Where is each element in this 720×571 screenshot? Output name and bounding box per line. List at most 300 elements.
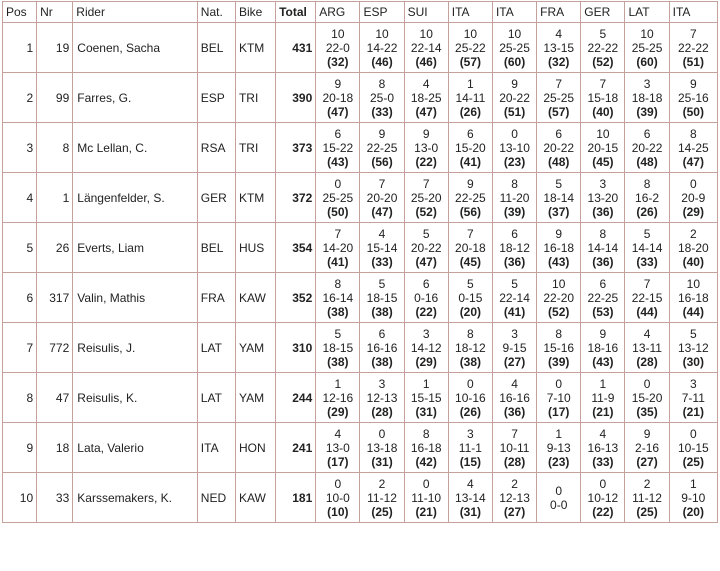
race-position: 7 (555, 76, 563, 91)
heat-points: 25-25 (499, 40, 530, 55)
header-race[interactable]: ITA (448, 2, 492, 23)
heat-points: 25-25 (322, 190, 354, 205)
race-position: 7 (511, 426, 518, 441)
heat-points: 20-18 (322, 90, 354, 105)
race-position: 7 (689, 26, 697, 41)
nationality-cell: LAT (197, 323, 235, 373)
race-total-points: (40) (682, 254, 704, 269)
race-total-points: (41) (503, 304, 526, 319)
heat-points: 11-1 (458, 440, 482, 455)
rider-name-link[interactable]: Reisulis, J. (73, 323, 198, 373)
header-pos[interactable]: Pos (3, 2, 37, 23)
heat-points: 10-12 (587, 490, 619, 505)
race-total-points: (36) (592, 204, 614, 219)
race-position: 0 (689, 176, 697, 191)
header-race[interactable]: ITA (669, 2, 717, 23)
race-position: 0 (467, 376, 474, 391)
race-result-cell (625, 23, 669, 73)
header-race[interactable]: ARG (316, 2, 360, 23)
race-result-cell (492, 73, 536, 123)
table-row (3, 223, 718, 273)
heat-points: 20-15 (587, 140, 619, 155)
race-result-cell (360, 23, 404, 73)
race-total-points: (31) (415, 404, 437, 419)
race-result-cell (669, 73, 717, 123)
race-position: 4 (599, 426, 607, 441)
race-total-points: (20) (459, 304, 482, 319)
rider-name-link[interactable]: Karssemakers, K. (73, 473, 198, 523)
position-cell: 4 (3, 173, 37, 223)
race-result-cell (448, 473, 492, 523)
heat-points: 25-22 (455, 40, 486, 55)
total-points-cell: 241 (276, 423, 316, 473)
header-nat[interactable]: Nat. (197, 2, 235, 23)
heat-points: 22-14 (410, 40, 442, 55)
heat-points: 20-22 (499, 90, 530, 105)
race-total-points: (23) (548, 454, 570, 469)
race-total-points: (50) (327, 204, 349, 219)
race-position: 2 (511, 476, 518, 491)
race-result-cell (448, 273, 492, 323)
bike-cell: TRI (235, 123, 275, 173)
heat-points: 16-13 (587, 440, 619, 455)
total-points-cell: 352 (276, 273, 316, 323)
table-row (3, 73, 718, 123)
heat-points: 7-10 (546, 390, 571, 405)
heat-points: 16-16 (366, 340, 398, 355)
bike-cell: KTM (235, 23, 275, 73)
heat-points: 18-12 (455, 340, 486, 355)
race-result-cell (581, 223, 625, 273)
total-points-cell: 244 (276, 373, 316, 423)
race-result-cell (625, 423, 669, 473)
race-total-points: (60) (503, 54, 526, 69)
heat-points: 16-2 (635, 190, 660, 205)
heat-points: 14-20 (322, 240, 354, 255)
race-total-points: (25) (682, 454, 704, 469)
race-result-cell (316, 373, 360, 423)
race-position: 0 (378, 426, 386, 441)
race-position: 1 (467, 76, 474, 91)
race-total-points: (45) (592, 154, 614, 169)
heat-points: 10-0 (325, 490, 350, 505)
race-total-points: (57) (548, 104, 570, 119)
heat-points: 15-18 (587, 90, 619, 105)
table-row (3, 323, 718, 373)
number-cell: 19 (37, 23, 73, 73)
race-result-cell (669, 23, 717, 73)
race-position: 2 (689, 226, 697, 241)
race-total-points: (27) (503, 354, 526, 369)
total-points-cell: 310 (276, 323, 316, 373)
heat-points: 9-15 (502, 340, 527, 355)
race-position: 7 (643, 276, 651, 291)
race-total-points: (33) (371, 104, 393, 119)
race-position: 2 (378, 476, 386, 491)
race-total-points: (47) (682, 154, 704, 169)
race-total-points: (28) (503, 454, 526, 469)
race-result-cell (669, 123, 717, 173)
race-result-cell (581, 23, 625, 73)
race-result-cell (669, 373, 717, 423)
race-result-cell (316, 223, 360, 273)
race-result-cell (448, 73, 492, 123)
race-position: 8 (334, 276, 342, 291)
heat-points: 11-12 (632, 490, 662, 505)
race-total-points: (29) (415, 354, 437, 369)
race-result-cell (581, 373, 625, 423)
heat-points: 16-18 (410, 440, 442, 455)
position-cell: 9 (3, 423, 37, 473)
race-result-cell (492, 173, 536, 223)
race-position: 0 (555, 483, 563, 498)
race-total-points: (42) (415, 454, 437, 469)
heat-points: 13-11 (632, 340, 662, 355)
race-result-cell (537, 223, 581, 273)
race-result-cell (581, 73, 625, 123)
race-total-points: (43) (327, 154, 349, 169)
race-result-cell (404, 373, 448, 423)
race-total-points: (38) (327, 354, 349, 369)
heat-points: 15-16 (543, 340, 575, 355)
table-row (3, 23, 718, 73)
total-points-cell: 354 (276, 223, 316, 273)
race-total-points: (60) (636, 54, 658, 69)
heat-points: 15-22 (322, 140, 354, 155)
header-row (3, 2, 718, 23)
race-result-cell (404, 73, 448, 123)
header-race[interactable]: ESP (360, 2, 404, 23)
race-position: 6 (378, 326, 386, 341)
race-total-points: (21) (682, 404, 704, 419)
race-result-cell (492, 123, 536, 173)
race-result-cell (537, 173, 581, 223)
heat-points: 20-22 (410, 240, 442, 255)
race-position: 9 (422, 126, 430, 141)
heat-points: 22-25 (587, 290, 619, 305)
nationality-cell: FRA (197, 273, 235, 323)
heat-points: 22-15 (631, 290, 663, 305)
race-position: 6 (511, 226, 518, 241)
race-result-cell (316, 323, 360, 373)
heat-points: 22-0 (325, 40, 350, 55)
race-position: 4 (511, 376, 518, 391)
race-total-points: (50) (682, 104, 704, 119)
race-total-points: (26) (459, 404, 482, 419)
race-result-cell (316, 173, 360, 223)
race-total-points: (56) (459, 204, 482, 219)
heat-points: 0-0 (550, 497, 568, 512)
race-total-points: (47) (415, 104, 437, 119)
race-position: 4 (555, 26, 563, 41)
race-result-cell (492, 273, 536, 323)
race-position: 8 (555, 326, 563, 341)
race-total-points: (39) (636, 104, 658, 119)
race-result-cell (360, 473, 404, 523)
number-cell: 8 (37, 123, 73, 173)
race-total-points: (52) (548, 304, 570, 319)
race-result-cell (669, 173, 717, 223)
race-position: 1 (422, 376, 430, 391)
race-position: 3 (378, 376, 386, 391)
rider-name-link[interactable]: Everts, Liam (73, 223, 198, 273)
race-total-points: (22) (415, 304, 437, 319)
heat-points: 10-16 (455, 390, 486, 405)
heat-points: 12-13 (366, 390, 398, 405)
race-total-points: (48) (636, 154, 658, 169)
race-position: 7 (334, 226, 342, 241)
bike-cell: TRI (235, 73, 275, 123)
heat-points: 20-9 (681, 190, 706, 205)
heat-points: 25-0 (370, 90, 395, 105)
heat-points: 15-15 (410, 390, 442, 405)
race-position: 8 (599, 226, 607, 241)
heat-points: 16-16 (499, 390, 530, 405)
race-total-points: (33) (592, 454, 614, 469)
race-result-cell (492, 423, 536, 473)
race-total-points: (35) (636, 404, 658, 419)
number-cell: 99 (37, 73, 73, 123)
rider-name-link[interactable]: Lata, Valerio (73, 423, 198, 473)
race-result-cell (316, 73, 360, 123)
race-position: 10 (507, 26, 522, 41)
bike-cell: KAW (235, 473, 275, 523)
race-position: 1 (334, 376, 342, 391)
heat-points: 22-20 (543, 290, 575, 305)
race-total-points: (25) (371, 504, 393, 519)
race-result-cell (492, 223, 536, 273)
table-row (3, 473, 718, 523)
number-cell: 47 (37, 373, 73, 423)
race-total-points: (39) (548, 354, 570, 369)
race-position: 1 (599, 376, 607, 391)
race-result-cell (360, 173, 404, 223)
race-total-points: (31) (371, 454, 393, 469)
nationality-cell: GER (197, 173, 235, 223)
total-points-cell: 431 (276, 23, 316, 73)
heat-points: 18-15 (366, 290, 398, 305)
race-total-points: (32) (327, 54, 349, 69)
heat-points: 25-25 (543, 90, 575, 105)
heat-points: 12-13 (499, 490, 530, 505)
heat-points: 14-14 (631, 240, 663, 255)
bike-cell: HON (235, 423, 275, 473)
heat-points: 11-20 (499, 190, 530, 205)
race-position: 3 (467, 426, 474, 441)
race-result-cell (537, 473, 581, 523)
race-position: 10 (686, 276, 700, 291)
heat-points: 9-10 (681, 490, 706, 505)
standings-table (2, 1, 718, 523)
nationality-cell: BEL (197, 223, 235, 273)
race-result-cell (537, 423, 581, 473)
total-points-cell: 181 (276, 473, 316, 523)
header-total[interactable]: Total (276, 2, 316, 23)
race-position: 9 (334, 76, 342, 91)
number-cell: 33 (37, 473, 73, 523)
race-position: 8 (511, 176, 518, 191)
race-position: 7 (467, 226, 474, 241)
rider-name-link[interactable]: Längenfelder, S. (73, 173, 198, 223)
race-total-points: (47) (415, 254, 437, 269)
race-result-cell (625, 223, 669, 273)
header-race[interactable]: SUI (404, 2, 448, 23)
header-nr[interactable]: Nr (37, 2, 73, 23)
race-position: 3 (422, 326, 430, 341)
race-result-cell (625, 273, 669, 323)
race-result-cell (625, 123, 669, 173)
race-result-cell (669, 473, 717, 523)
race-position: 8 (378, 76, 386, 91)
nationality-cell: ITA (197, 423, 235, 473)
race-position: 1 (555, 426, 563, 441)
heat-points: 25-16 (677, 90, 709, 105)
race-total-points: (36) (592, 254, 614, 269)
header-bike[interactable]: Bike (235, 2, 275, 23)
race-total-points: (28) (636, 354, 658, 369)
race-position: 4 (378, 226, 386, 241)
race-total-points: (38) (327, 304, 349, 319)
race-result-cell (448, 123, 492, 173)
heat-points: 14-22 (366, 40, 398, 55)
race-position: 9 (511, 76, 518, 91)
header-race[interactable]: ITA (492, 2, 536, 23)
race-result-cell (404, 23, 448, 73)
race-total-points: (41) (327, 254, 349, 269)
rider-name-link[interactable]: Mc Lellan, C. (73, 123, 198, 173)
race-position: 10 (552, 276, 566, 291)
heat-points: 13-10 (499, 140, 530, 155)
race-position: 1 (689, 476, 697, 491)
race-result-cell (404, 123, 448, 173)
table-row (3, 173, 718, 223)
heat-points: 13-15 (543, 40, 575, 55)
race-position: 5 (599, 26, 607, 41)
race-total-points: (43) (592, 354, 614, 369)
race-result-cell (448, 173, 492, 223)
heat-points: 15-20 (631, 390, 663, 405)
rider-name-link[interactable]: Coenen, Sacha (73, 23, 198, 73)
rider-name-link[interactable]: Farres, G. (73, 73, 198, 123)
race-result-cell (581, 173, 625, 223)
race-position: 0 (555, 376, 563, 391)
race-result-cell (669, 423, 717, 473)
race-total-points: (25) (636, 504, 658, 519)
race-position: 0 (599, 476, 607, 491)
race-result-cell (625, 173, 669, 223)
race-total-points: (41) (459, 154, 482, 169)
position-cell: 3 (3, 123, 37, 173)
rider-name-link[interactable]: Valin, Mathis (73, 273, 198, 323)
race-position: 6 (334, 126, 342, 141)
number-cell: 772 (37, 323, 73, 373)
race-result-cell (360, 73, 404, 123)
heat-points: 14-25 (677, 140, 709, 155)
race-total-points: (21) (592, 404, 614, 419)
heat-points: 0-16 (414, 290, 439, 305)
race-position: 8 (467, 326, 474, 341)
race-result-cell (537, 373, 581, 423)
race-result-cell (625, 373, 669, 423)
race-total-points: (43) (548, 254, 570, 269)
heat-points: 18-20 (677, 240, 709, 255)
race-position: 3 (643, 76, 651, 91)
race-position: 7 (422, 176, 430, 191)
race-result-cell (360, 373, 404, 423)
position-cell: 10 (3, 473, 37, 523)
race-total-points: (47) (327, 104, 349, 119)
heat-points: 25-20 (410, 190, 442, 205)
race-position: 5 (467, 276, 474, 291)
heat-points: 13-0 (414, 140, 439, 155)
race-total-points: (10) (327, 504, 349, 519)
rider-name-link[interactable]: Reisulis, K. (73, 373, 198, 423)
race-total-points: (48) (548, 154, 570, 169)
race-result-cell (537, 73, 581, 123)
nationality-cell: BEL (197, 23, 235, 73)
race-position: 7 (378, 176, 386, 191)
race-result-cell (492, 473, 536, 523)
race-position: 6 (467, 126, 474, 141)
race-total-points: (21) (415, 504, 437, 519)
race-position: 10 (331, 26, 345, 41)
race-total-points: (46) (415, 54, 437, 69)
race-total-points: (38) (459, 354, 482, 369)
race-position: 4 (422, 76, 430, 91)
position-cell: 8 (3, 373, 37, 423)
header-race[interactable]: GER (581, 2, 625, 23)
bike-cell: YAM (235, 323, 275, 373)
race-total-points: (20) (682, 504, 704, 519)
heat-points: 16-14 (322, 290, 354, 305)
race-position: 5 (378, 276, 386, 291)
race-result-cell (625, 73, 669, 123)
race-result-cell (492, 323, 536, 373)
number-cell: 26 (37, 223, 73, 273)
heat-points: 14-14 (587, 240, 619, 255)
bike-cell: HUS (235, 223, 275, 273)
heat-points: 14-12 (410, 340, 442, 355)
race-total-points: (52) (592, 54, 614, 69)
position-cell: 7 (3, 323, 37, 373)
heat-points: 10-15 (677, 440, 709, 455)
header-rider[interactable]: Rider (73, 2, 198, 23)
heat-points: 18-16 (587, 340, 619, 355)
number-cell: 317 (37, 273, 73, 323)
race-position: 5 (511, 276, 518, 291)
header-race[interactable]: LAT (625, 2, 669, 23)
race-position: 5 (643, 226, 651, 241)
heat-points: 16-18 (677, 290, 709, 305)
race-result-cell (448, 23, 492, 73)
race-position: 9 (378, 126, 386, 141)
race-position: 10 (463, 26, 478, 41)
table-row (3, 373, 718, 423)
race-position: 4 (643, 326, 651, 341)
heat-points: 10-11 (499, 440, 530, 455)
race-position: 7 (599, 76, 607, 91)
heat-points: 11-9 (591, 390, 615, 405)
heat-points: 12-16 (322, 390, 354, 405)
race-result-cell (316, 423, 360, 473)
header-race[interactable]: FRA (537, 2, 581, 23)
race-total-points: (28) (371, 404, 393, 419)
race-position: 4 (467, 476, 474, 491)
race-result-cell (581, 273, 625, 323)
race-total-points: (31) (459, 504, 482, 519)
race-result-cell (669, 273, 717, 323)
race-position: 0 (422, 476, 430, 491)
